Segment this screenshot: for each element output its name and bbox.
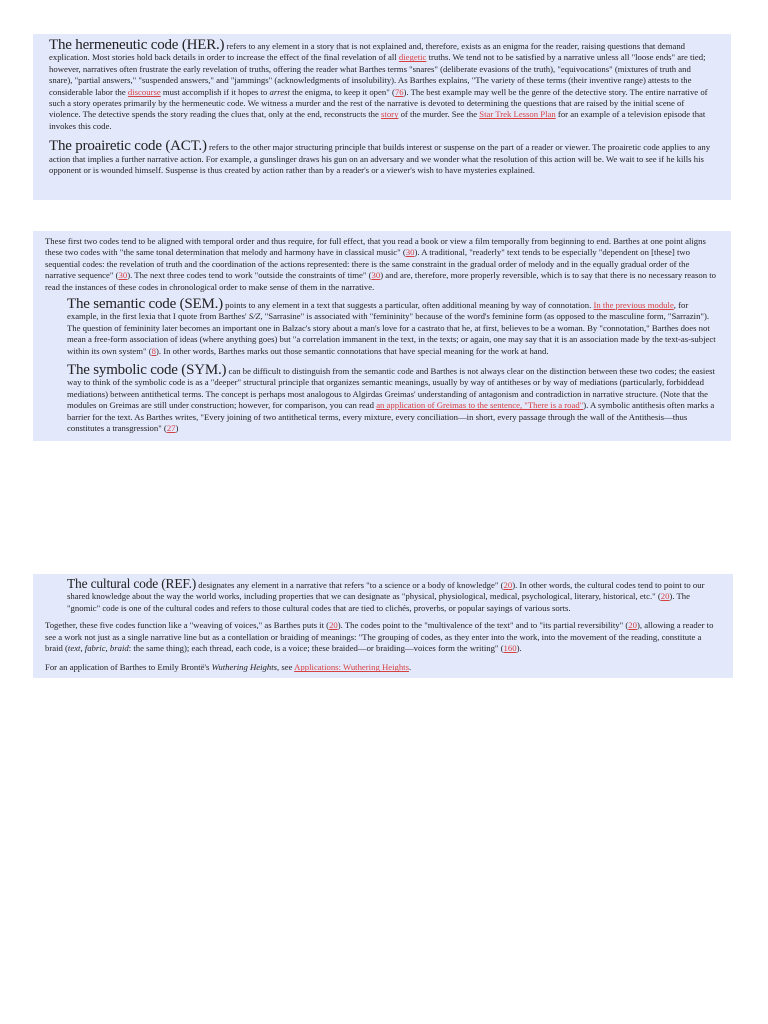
star-trek-lesson-link[interactable]: Star Trek Lesson Plan	[479, 109, 556, 120]
page-ref-link[interactable]: 160	[503, 643, 517, 654]
proairetic-title: The proairetic code (ACT.)	[49, 138, 207, 155]
page-ref-link[interactable]: 76	[394, 86, 404, 97]
page-ref-link[interactable]: 20	[503, 580, 513, 590]
symbolic-title: The symbolic code (SYM.)	[67, 362, 227, 379]
cultural-title: The cultural code (REF.)	[67, 576, 197, 591]
cultural-paragraph: The cultural code (REF.) designates any element in a narrative that refers "to a science or a body of knowledge" (20). In other words, the cultural codes tend to point to our shared knowledge about the way the world works, including properties that we can designate as "physical, physiological, medical, psychological, literary, historical, etc." (20). The "gnomic" code is one of the cultural codes and refers to those cultural codes that are tied to clichés, proverbs, or popular sayings of various sorts.	[67, 576, 705, 613]
greimas-application-link[interactable]: an application of Greimas to the sentence, "There is a road"	[376, 400, 584, 411]
semantic-title: The semantic code (SEM.)	[67, 296, 223, 313]
symbolic-paragraph: The symbolic code (SYM.) can be difficult to distinguish from the semantic code and Barthes is not always clear on the distinction between these two codes; the easiest way to think of the symbolic code is as a "deeper" structural principle that organizes semantic meanings, usually by way of antitheses or by way of mediations (particularly, forbiddead mediations) between antithetical terms. The concept is perhaps most analogous to Algirdas Greimas' understanding of antagonism and contradiction in narrative structure. (Note that the modules on Greimas are still under construction; however, for comparison, you can read an application of Greimas to the sentence, "There is a road"). A symbolic antithesis often marks a barrier for the text. As Barthes writes, "Every joining of two antithetical terms, every mixture, every conciliation—in short, every passage through the wall of the Antithesis—thus constitutes a transgression" (27)	[67, 362, 715, 434]
discourse-link[interactable]: discourse	[127, 86, 161, 97]
bronte-paragraph: For an application of Barthes to Emily Brontë's Wuthering Heights, see Applications: Wuthering Heights.	[45, 662, 412, 673]
codes-intro-paragraph: These first two codes tend to be aligned with temporal order and thus require, for full effect, that you read a book or view a film temporally from beginning to end. Barthes at one point aligns these two codes with "the same tonal determination that melody and harmony have in classical music" (30). A traditional, "readerly" text tends to be especially "dependent on [these] two sequential codes: the revelation of truth and the coordination of the actions represented: there is the same constraint in the gradual order of melody and in the equally gradual order of the narrative sequence" (30). The next three codes tend to work "outside the constraints of time" (30) and are, therefore, more properly reversible, which is to say that there is no necessary reason to read the instances of these codes in chronological order to make sense of them in the narrative.	[45, 236, 716, 292]
hermeneutic-paragraph: The hermeneutic code (HER.) refers to any element in a story that is not explained and, therefore, exists as an enigma for the reader, raising questions that demand explication. Most stories hold back details in order to increase the effect of the final revelation of all diegetic truths. We tend not to be satisfied by a narrative unless all "loose ends" are tied; however, narratives often frustrate the early revelation of truths, offering the reader what Barthes terms "snares" (deliberate evasions of the truth), "equivocations" (mixtures of truth and snare), "partial answers," "suspended answers," and "jammings" (acknowledgments of insolubility). As Barthes explains, "The variety of these terms (their inventive range) attests to the considerable labor the discourse must accomplish if it hopes to arrest the enigma, to keep it open" (76). The best example may well be the genre of the detective story. The entire narrative of such a story operates primarily by the hermeneutic code. We witness a murder and the rest of the narrative is devoted to determining the questions that are raised by the initial scene of violence. The detective spends the story reading the clues that, only at the end, reconstructs the story of the murder. See the Star Trek Lesson Plan for an example of a television episode that invokes this code.	[49, 37, 708, 131]
semantic-symbolic-panel	[33, 231, 731, 441]
hermeneutic-proairetic-panel	[33, 34, 731, 200]
wuthering-heights-link[interactable]: Applications: Wuthering Heights	[294, 662, 409, 673]
page-ref-link[interactable]: 20	[329, 620, 338, 631]
together-paragraph: Together, these five codes function like a "weaving of voices," as Barthes puts it (20). The codes point to the "multivalence of the text" and to "its partial reversibility" (20), allowing a reader to see a work not just as a single narrative line but as a contellation or braiding of meanings: "The grouping of codes, as they enter into the work, into the movement of the reading, constitute a braid (text, fabric, braid: the same thing); each thread, each code, is a voice; these braided—or braiding—voices form the writing" (160).	[45, 620, 714, 654]
previous-module-link[interactable]: In the previous module	[593, 300, 674, 311]
semantic-paragraph: The semantic code (SEM.) points to any element in a text that suggests a particular, often additional meaning by way of connotation. In the previous module, for example, in the first lexia that I quote from Barthes' S/Z, "Sarrasine" is associated with "femininity" because of the word's feminine form (as opposed to the masculine form, "Sarrazin"). The question of femininity later becomes an important one in Balzac's story about a man's love for a castrato that he, at first, believes to be a woman. By "connotation," Barthes does not mean a free-form association of ideas (where anything goes) but "a correlation immanent in the text, in the texts; or again, one may say that it is an association made by the text-as-subject within its own system" (8). In other words, Barthes marks out those semantic connotations that have special meaning for the work at hand.	[67, 296, 716, 356]
cultural-code-panel	[33, 574, 733, 678]
page-ref-link[interactable]: 20	[660, 591, 670, 602]
story-link[interactable]: story	[381, 109, 399, 120]
proairetic-paragraph: The proairetic code (ACT.) refers to the other major structuring principle that builds interest or suspense on the part of a reader or viewer. The proairetic code applies to any action that implies a further narrative action. For example, a gunslinger draws his gun on an adversary and we wonder what the resolution of this action will be. We wait to see if he kills his opponent or is wounded himself. Suspense is thus created by action rather than by a reader's or a viewer's wish to have mysteries explained.	[49, 138, 711, 176]
page-ref-link[interactable]: 30	[371, 270, 381, 281]
page-ref-link[interactable]: 20	[628, 620, 637, 631]
page-ref-link[interactable]: 27	[166, 423, 176, 434]
hermeneutic-title: The hermeneutic code (HER.)	[49, 37, 225, 53]
diegetic-link[interactable]: diegetic	[398, 52, 427, 63]
page-ref-link[interactable]: 30	[118, 270, 128, 281]
page-ref-link[interactable]: 8	[151, 345, 156, 356]
page-ref-link[interactable]: 30	[405, 247, 415, 258]
